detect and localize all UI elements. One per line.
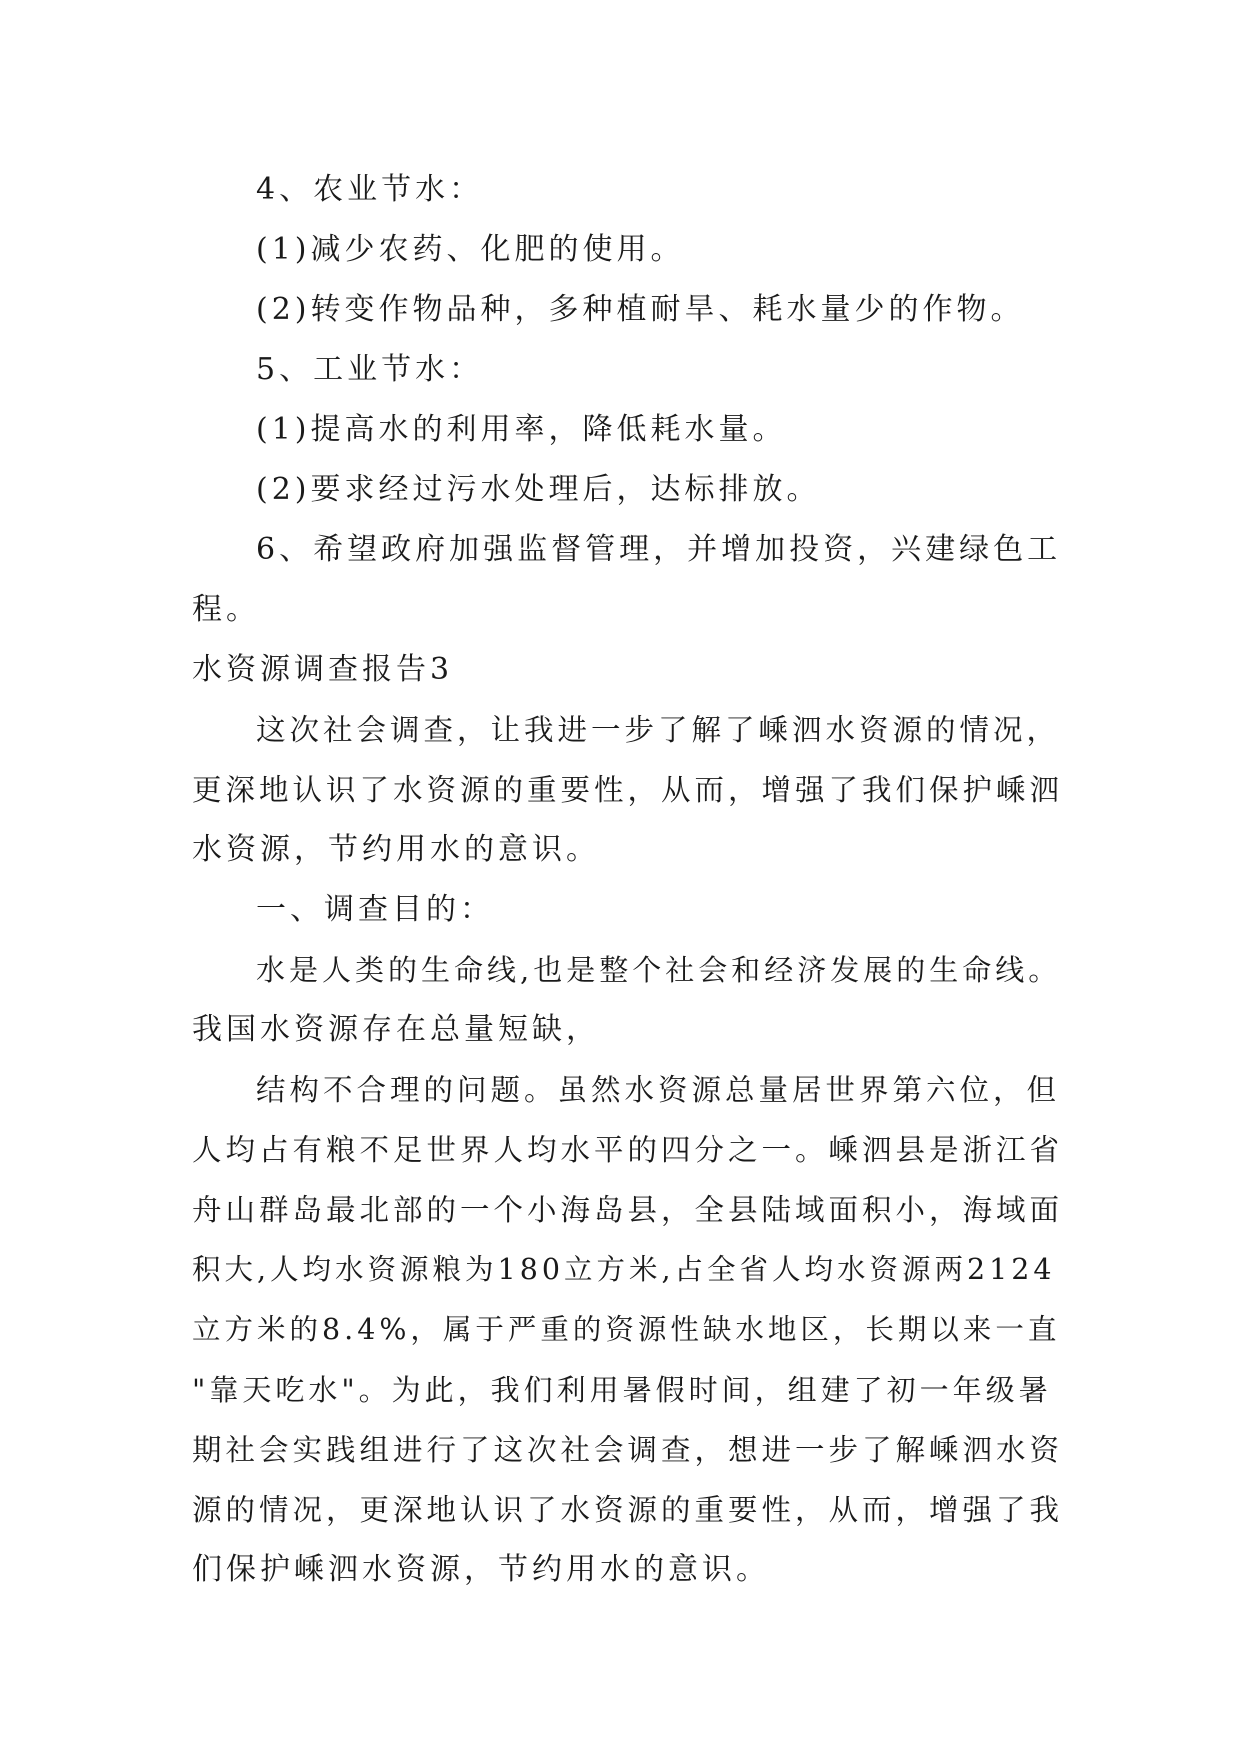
text-line: 源的情况，更深地认识了水资源的重要性，从而，增强了我 — [192, 1493, 1064, 1527]
text-line: 6、希望政府加强监督管理，并增加投资，兴建绿色工 — [256, 532, 1062, 567]
subsection-heading: 一、调查目的： — [256, 892, 494, 927]
text-line: (1)减少农药、化肥的使用。 — [256, 232, 685, 267]
text-line: (1)提高水的利用率，降低耗水量。 — [256, 412, 787, 447]
text-line: 水是人类的生命线,也是整个社会和经济发展的生命线。 — [256, 953, 1062, 987]
text-line: 程。 — [192, 592, 260, 627]
text-line: 们保护嵊泗水资源，节约用水的意识。 — [192, 1552, 770, 1587]
document-body — [192, 160, 1062, 1600]
text-line: 结构不合理的问题。虽然水资源总量居世界第六位，但 — [256, 1073, 1061, 1107]
text-line: 期社会实践组进行了这次社会调查，想进一步了解嵊泗水资 — [192, 1433, 1064, 1467]
text-line: 立方米的8.4%，属于严重的资源性缺水地区，长期以来一直 — [192, 1313, 1061, 1346]
text-line: 舟山群岛最北部的一个小海岛县，全县陆域面积小，海域面 — [192, 1193, 1064, 1227]
text-line: 更深地认识了水资源的重要性，从而，增强了我们保护嵊泗 — [192, 773, 1064, 807]
text-line: 我国水资源存在总量短缺， — [192, 1012, 600, 1047]
text-line: 人均占有粮不足世界人均水平的四分之一。嵊泗县是浙江省 — [192, 1133, 1064, 1167]
text-line: 4、农业节水： — [256, 172, 484, 207]
text-line: 5、工业节水： — [256, 352, 484, 387]
text-line: 水资源，节约用水的意识。 — [192, 832, 600, 867]
text-line: (2)要求经过污水处理后，达标排放。 — [256, 472, 821, 507]
text-line: 积大,人均水资源粮为180立方米,占全省人均水资源两2124 — [192, 1253, 1056, 1286]
text-line: "靠天吃水"。为此，我们利用暑假时间，组建了初一年级暑 — [192, 1373, 1052, 1407]
text-line: (2)转变作物品种，多种植耐旱、耗水量少的作物。 — [256, 292, 1025, 327]
text-line: 这次社会调查，让我进一步了解了嵊泗水资源的情况， — [256, 713, 1061, 747]
section-heading: 水资源调查报告3 — [192, 652, 454, 687]
